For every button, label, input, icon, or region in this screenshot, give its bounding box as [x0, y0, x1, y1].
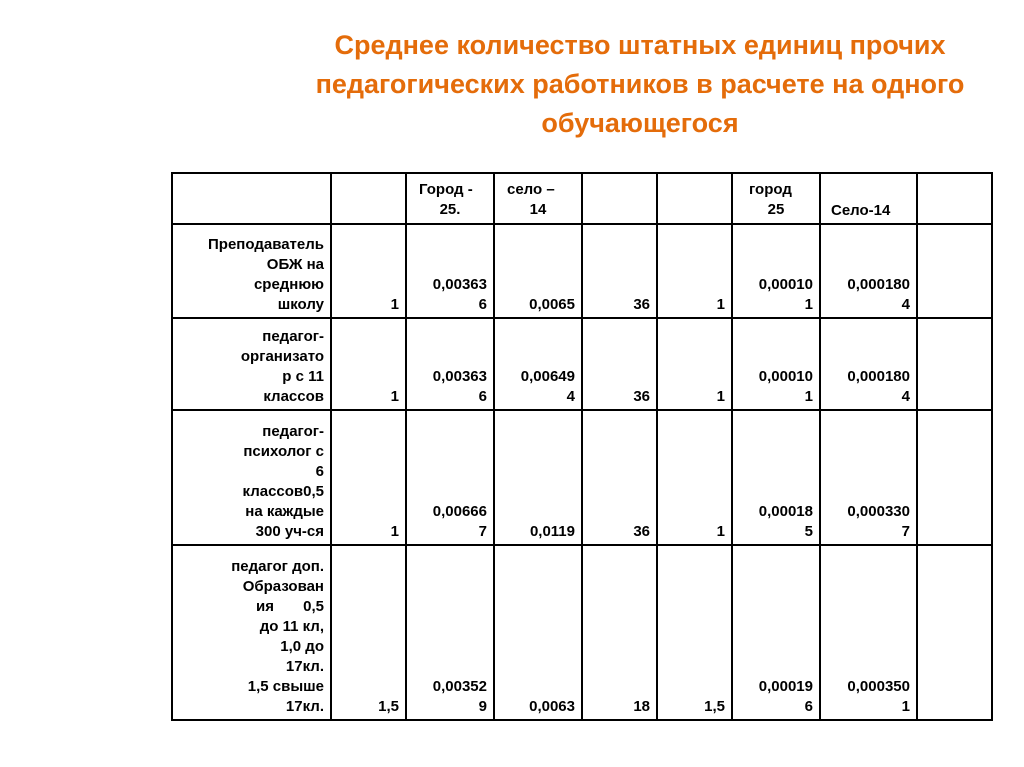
- table-cell: 0,00018 5: [732, 410, 820, 545]
- row-label: [172, 224, 331, 318]
- row-label-line: до 11 кл,: [259, 618, 324, 635]
- row-label-line: на каждые: [245, 503, 324, 520]
- table-row: [172, 545, 992, 720]
- row-label-line: р с 11: [282, 368, 324, 385]
- table-cell: 0,00010 1: [732, 224, 820, 318]
- header-cell-village-14-b: Село-14: [820, 173, 917, 224]
- header-cell-village-14: [494, 173, 582, 224]
- table-cell: 0,000180 4: [820, 318, 917, 410]
- row-label-line: 1,5 свыше: [247, 678, 324, 695]
- header-village-line-1: село –: [507, 181, 555, 198]
- table-cell: 36: [582, 224, 657, 318]
- row-label-line: психолог с: [243, 443, 324, 460]
- table-cell: [917, 224, 992, 318]
- table-cell: [917, 410, 992, 545]
- row-label-line: 1,0 до: [280, 638, 324, 655]
- row-label-line: педагог-: [262, 328, 324, 345]
- header-row: [172, 173, 992, 224]
- table-cell: 0,00363 6: [406, 318, 494, 410]
- table-row: [172, 410, 992, 545]
- header-city-line-2: 25.: [439, 201, 461, 218]
- header-cell-1: [331, 173, 406, 224]
- table-row: [172, 224, 992, 318]
- header-city-line-1: Город -: [419, 181, 473, 198]
- table-cell: 0,0063: [494, 545, 582, 720]
- header-cell-0: [172, 173, 331, 224]
- header-village-line-2: 14: [529, 201, 547, 218]
- row-label-line: педагог доп.: [231, 558, 324, 575]
- table-cell: 1: [331, 410, 406, 545]
- header-cell-city-25: [406, 173, 494, 224]
- header-cell-city-25-b: [732, 173, 820, 224]
- table-cell: 18: [582, 545, 657, 720]
- row-label-line: 6: [315, 463, 324, 480]
- table-cell: 1: [331, 224, 406, 318]
- table-cell: 0,00019 6: [732, 545, 820, 720]
- table-cell: 1: [657, 224, 732, 318]
- table-cell: 0,00352 9: [406, 545, 494, 720]
- table-row: [172, 318, 992, 410]
- table-cell: 0,0119: [494, 410, 582, 545]
- staff-units-table: [171, 172, 993, 721]
- slide-title: [250, 26, 1024, 143]
- title-line-3: обучающегося: [541, 108, 739, 138]
- title-line-2: педагогических работников в расчете на одного: [315, 69, 965, 99]
- header-cell-4: [582, 173, 657, 224]
- table-cell: 36: [582, 410, 657, 545]
- table-cell: 0,000330 7: [820, 410, 917, 545]
- row-label-line: Образован: [242, 578, 324, 595]
- row-label-line: ия 0,5: [256, 598, 324, 615]
- header-cell-5: [657, 173, 732, 224]
- row-label-line: классов: [263, 388, 324, 405]
- table-cell: 0,000350 1: [820, 545, 917, 720]
- row-label: [172, 410, 331, 545]
- table-cell: [917, 545, 992, 720]
- table-cell: [917, 318, 992, 410]
- table-cell: 1,5: [331, 545, 406, 720]
- table-cell: 1: [657, 410, 732, 545]
- row-label-line: 300 уч-ся: [255, 523, 324, 540]
- header-cell-8: [917, 173, 992, 224]
- table-cell: 36: [582, 318, 657, 410]
- row-label-line: Преподаватель: [208, 236, 324, 253]
- row-label-line: 17кл.: [285, 658, 324, 675]
- row-label-line: организато: [240, 348, 324, 365]
- table-cell: 1: [331, 318, 406, 410]
- row-label: [172, 318, 331, 410]
- row-label-line: школу: [277, 296, 324, 313]
- table-cell: 1: [657, 318, 732, 410]
- table-cell: 0,000180 4: [820, 224, 917, 318]
- row-label-line: классов0,5: [242, 483, 324, 500]
- row-label: [172, 545, 331, 720]
- table-cell: 1,5: [657, 545, 732, 720]
- row-label-line: 17кл.: [285, 698, 324, 715]
- title-line-1: Среднее количество штатных единиц прочих: [334, 30, 946, 60]
- row-label-line: ОБЖ на: [266, 256, 324, 273]
- row-label-line: педагог-: [262, 423, 324, 440]
- header-city-b-line-2: 25: [767, 201, 785, 218]
- header-city-b-line-1: город: [749, 181, 792, 198]
- table-cell: 0,00649 4: [494, 318, 582, 410]
- row-label-line: среднюю: [253, 276, 324, 293]
- table-cell: 0,00010 1: [732, 318, 820, 410]
- table-cell: 0,00666 7: [406, 410, 494, 545]
- table-cell: 0,00363 6: [406, 224, 494, 318]
- table-cell: 0,0065: [494, 224, 582, 318]
